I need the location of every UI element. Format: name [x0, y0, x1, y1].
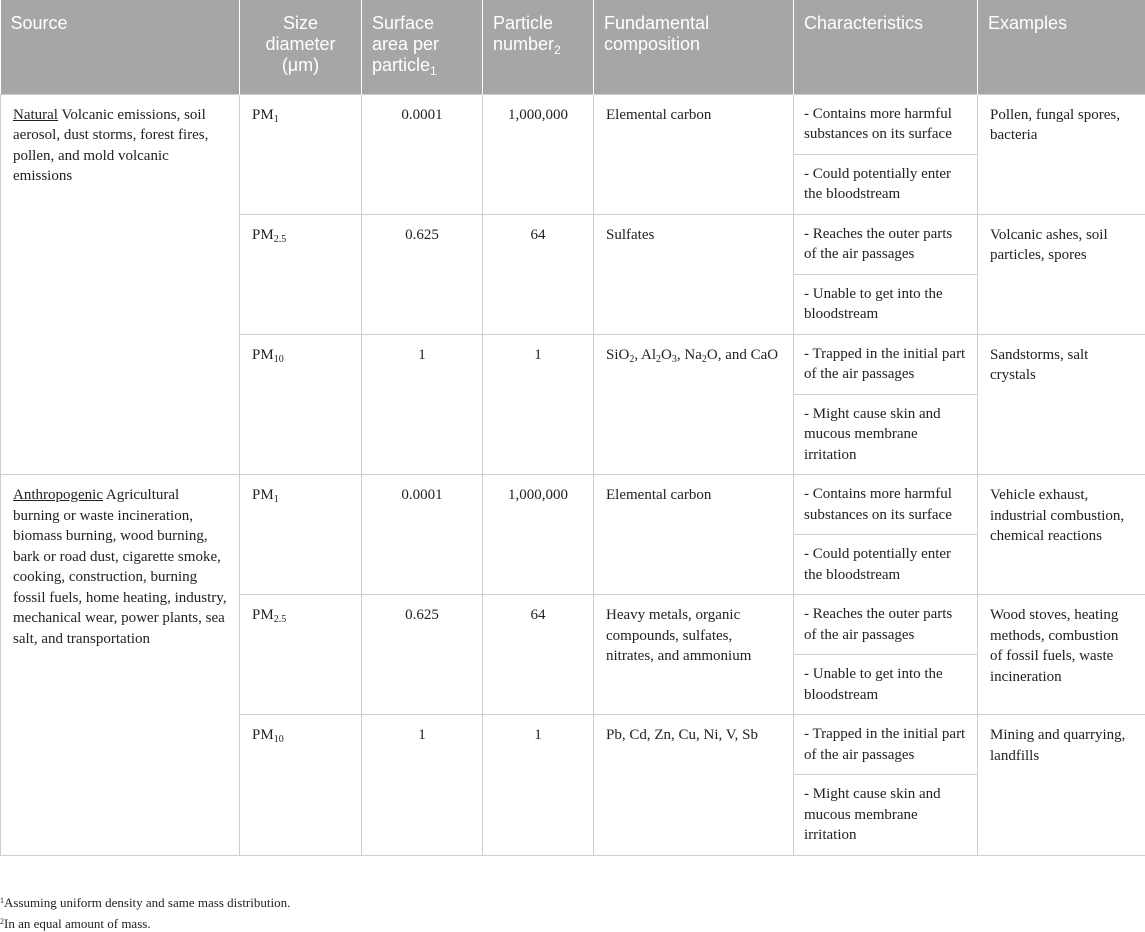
characteristics-cell: [794, 334, 978, 475]
source-description: Agricultural burning or waste incineration, biomass burning, wood burning, bark or road dust, cigarette smoke, cooking, construction, burning fossil fuels, home heating, industry, mechanical wear, power plants, sea salt, and transportation: [13, 487, 227, 647]
pm-subscript: 10: [273, 353, 284, 365]
particle-number-cell: 1: [483, 334, 594, 475]
examples-cell: Mining and quarrying, landfills: [978, 715, 1145, 856]
characteristic-item: - Might cause skin and mucous membrane irritation: [794, 774, 977, 855]
surface-area-cell: 0.625: [362, 595, 483, 715]
footnote-2-marker: 2: [0, 917, 4, 926]
particle-number-cell: 1,000,000: [483, 475, 594, 595]
composition-cell: [594, 214, 794, 334]
examples-cell: Volcanic ashes, soil particles, spores: [978, 214, 1145, 334]
table-body: [1, 94, 1145, 855]
header-surface-label: Surface area per particle: [372, 13, 440, 75]
particle-number-cell: 1: [483, 715, 594, 856]
source-description: Volcanic emissions, soil aerosol, dust storms, forest fires, pollen, and mold volcanic emissions: [13, 106, 209, 184]
pm-subscript: 2.5: [273, 233, 287, 245]
size-cell: [240, 475, 362, 595]
characteristic-item: - Trapped in the initial part of the air passages: [804, 726, 966, 763]
pm-label: PM: [252, 346, 274, 363]
characteristics-cell: [794, 214, 978, 334]
size-cell: [240, 214, 362, 334]
source-cell: [1, 94, 240, 475]
particle-number-cell: 64: [483, 214, 594, 334]
characteristic-item: - Might cause skin and mucous membrane irritation: [794, 394, 977, 475]
header-examples: Examples: [978, 0, 1145, 94]
footnote-1: [0, 895, 290, 911]
characteristics-cell: [794, 715, 978, 856]
characteristic-item: - Could potentially enter the bloodstream: [794, 534, 977, 594]
size-cell: [240, 715, 362, 856]
characteristic-item: - Could potentially enter the bloodstream: [794, 154, 977, 214]
surface-area-cell: 0.0001: [362, 94, 483, 214]
pm-subscript: 10: [273, 734, 284, 745]
footnote-1-marker: 1: [0, 896, 4, 905]
pm-subscript: 1: [273, 113, 279, 125]
surface-area-cell: 0.0001: [362, 475, 483, 595]
characteristics-cell: [794, 475, 978, 595]
characteristic-item: - Unable to get into the bloodstream: [794, 654, 977, 714]
pm-label: PM: [252, 487, 274, 503]
size-cell: [240, 334, 362, 475]
pm-label: PM: [252, 727, 274, 743]
examples-cell: Sandstorms, salt crystals: [978, 334, 1145, 475]
composition-text: Sulfates: [606, 226, 655, 243]
characteristic-item: - Contains more harmful substances on its surface: [804, 105, 952, 142]
size-cell: [240, 595, 362, 715]
characteristic-item: - Reaches the outer parts of the air passages: [804, 606, 953, 643]
composition-text: SiO$_2$, $Al_2O_3$, $Na_2O$, and CaO: [606, 346, 779, 365]
surface-area-cell: 0.625: [362, 214, 483, 334]
header-composition: Fundamental composition: [594, 0, 794, 94]
table-row: [1, 475, 1145, 595]
source-label: Natural: [13, 106, 58, 123]
characteristics-cell: [794, 94, 978, 214]
header-particle-label: Particle number: [493, 13, 555, 54]
composition-cell: [594, 475, 794, 595]
composition-text: Elemental carbon: [606, 106, 712, 123]
header-particle-footnote: 2: [554, 43, 561, 57]
source-cell: [1, 475, 240, 856]
source-label: Anthropogenic: [13, 487, 103, 503]
characteristic-item: - Reaches the outer parts of the air passages: [804, 225, 953, 262]
size-cell: [240, 94, 362, 214]
surface-area-cell: 1: [362, 334, 483, 475]
composition-text: Elemental carbon: [606, 487, 712, 503]
footnote-2-text: In an equal amount of mass.: [4, 916, 151, 931]
header-row: [1, 0, 1145, 94]
pm-label: PM: [252, 226, 274, 243]
characteristic-item: - Trapped in the initial part of the air passages: [804, 345, 966, 382]
examples-cell: Vehicle exhaust, industrial combustion, chemical reactions: [978, 475, 1145, 595]
particle-number-cell: 1,000,000: [483, 94, 594, 214]
footnote-2: [0, 916, 151, 932]
composition-cell: [594, 94, 794, 214]
composition-cell: [594, 715, 794, 856]
composition-text: Pb, Cd, Zn, Cu, Ni, V, Sb: [606, 727, 758, 743]
examples-cell: Pollen, fungal spores, bacteria: [978, 94, 1145, 214]
pm-subscript: 2.5: [273, 614, 287, 625]
header-characteristics: Characteristics: [794, 0, 978, 94]
composition-text: Heavy metals, organic compounds, sulfates, nitrates, and ammonium: [606, 607, 752, 664]
header-particle: [483, 0, 594, 94]
characteristic-item: - Contains more harmful substances on its surface: [804, 486, 952, 523]
surface-area-cell: 1: [362, 715, 483, 856]
examples-cell: Wood stoves, heating methods, combustion of fossil fuels, waste incineration: [978, 595, 1145, 715]
table-row: [1, 94, 1145, 214]
header-surface-footnote: 1: [430, 64, 437, 78]
header-surface: [362, 0, 483, 94]
composition-cell: [594, 334, 794, 475]
pm-label: PM: [252, 106, 274, 123]
footnote-1-text: Assuming uniform density and same mass distribution.: [4, 895, 291, 910]
composition-cell: [594, 595, 794, 715]
header-size: Size diameter (μm): [240, 0, 362, 94]
pm-subscript: 1: [273, 494, 279, 505]
characteristic-item: - Unable to get into the bloodstream: [794, 274, 977, 334]
particle-number-cell: 64: [483, 595, 594, 715]
characteristics-cell: [794, 595, 978, 715]
pm-label: PM: [252, 607, 274, 623]
header-source: Source: [1, 0, 240, 94]
